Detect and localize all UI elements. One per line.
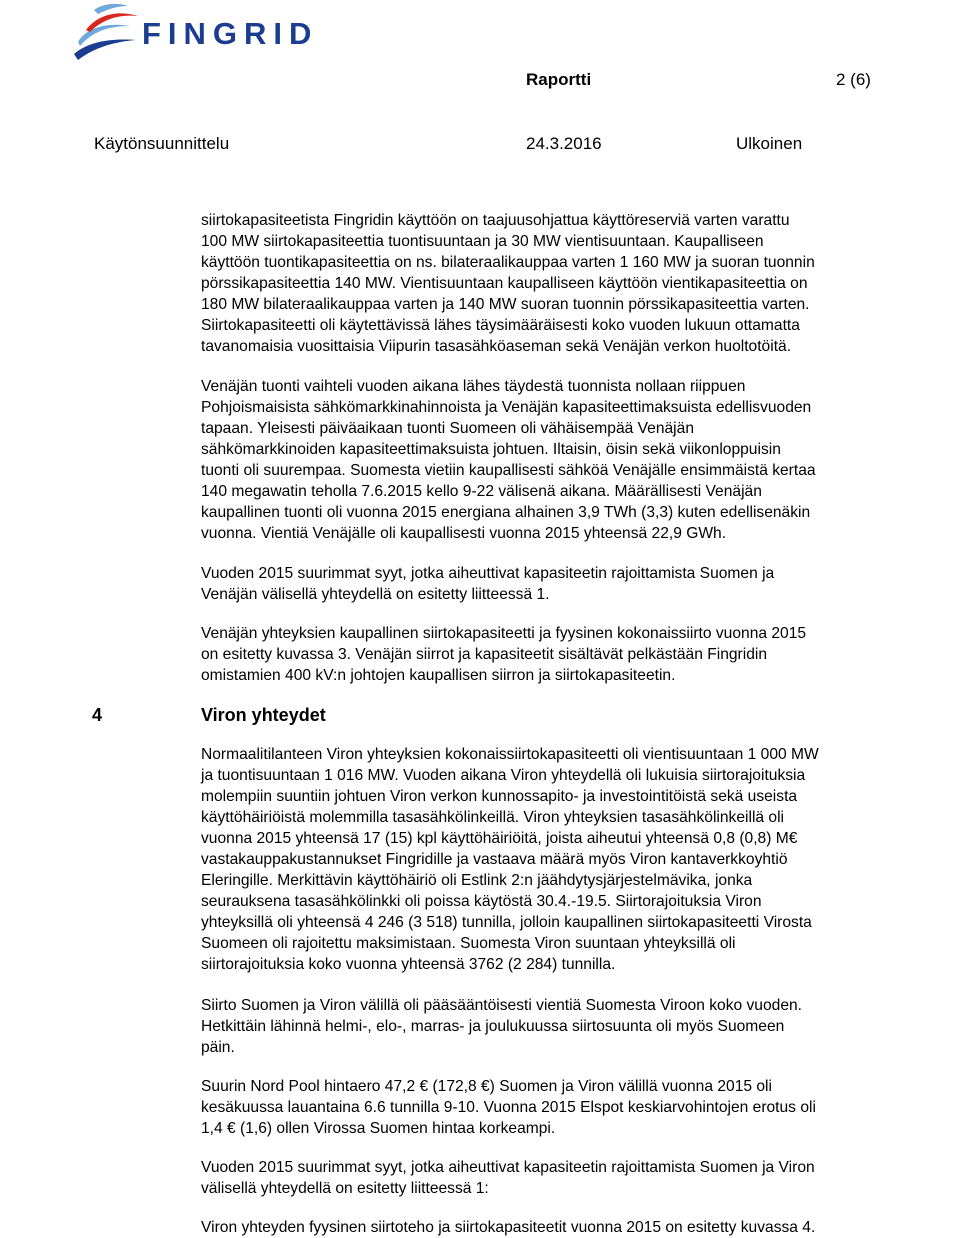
text-line: käyttöhäiriöistä molemmilla tasasähkölinkeillä. Viron yhteyksien tasasähkölinkeillä oli (201, 809, 785, 826)
text-line: Pohjoismaisista sähkömarkkinahinnoista ja Venäjän kapasiteettimaksuista edellisvuoden (201, 399, 812, 416)
paragraph (201, 563, 931, 605)
text-line: kesäkuussa lauantaina 6.6 tunnilla 9-10. Vuonna 2015 Elspot keskiarvohintojen erotus oli (201, 1099, 816, 1116)
text-line: tuonti oli suurempaa. Suomesta vietiin kaupallisesti sähköä Venäjälle ensimmäistä kertaa (201, 462, 816, 479)
text-line: ja tuontisuuntaan 1 016 MW. Vuoden aikana Viron yhteydellä oli lukuisia siirtorajoituksia (201, 767, 806, 784)
text-line: päin. (201, 1039, 235, 1056)
text-line: Venäjän yhteyksien kaupallinen siirtokapasiteetti ja fyysinen kokonaissiirto vuonna 2015 (201, 625, 807, 642)
text-line: siirtorajoituksia koko vuonna yhteensä 3762 (2 284) tunnilla. (201, 956, 616, 973)
paragraph (201, 210, 931, 357)
department: Käytönsuunnittelu (94, 134, 230, 153)
paragraph (201, 1217, 931, 1238)
text-line: Siirto Suomen ja Viron välillä oli pääsääntöisesti vientiä Suomesta Viroon koko vuoden. (201, 997, 802, 1014)
fingrid-emblem-icon (72, 2, 142, 66)
classification: Ulkoinen (736, 134, 803, 153)
text-line: Vuoden 2015 suurimmat syyt, jotka aiheuttivat kapasiteetin rajoittamista Suomen ja Viron (201, 1159, 815, 1176)
text-line: Siirtokapasiteetti oli käytettävissä lähes täysimääräisesti koko vuoden lukuun ottamatta (201, 317, 800, 334)
section-number: 4 (92, 705, 103, 725)
text-line: molempiin suuntiin johtuen Viron verkon kunnossapito- ja investointitöistä sekä useista (201, 788, 798, 805)
paragraph (201, 1157, 931, 1199)
text-line: omistamien 400 kV:n johtojen kaupallisen siirron ja siirtokapasiteetin. (201, 667, 676, 684)
text-line: 100 MW siirtokapasiteettia tuontisuuntaan ja 30 MW vientisuuntaan. Kaupalliseen (201, 233, 764, 250)
text-line: Eleringille. Merkittävin käyttöhäiriö oli Estlink 2:n jäähdytysjärjestelmävika, jonka (201, 872, 753, 889)
text-line: sähkömarkkinoiden kapasiteettimaksuista johtuen. Iltaisin, öisin sekä viikonloppuisin (201, 441, 781, 458)
text-line: pörssikapasiteettia 140 MW. Vientisuuntaan kaupalliseen käyttöön vientikapasiteettia on (201, 275, 808, 292)
document-type: Raportti (526, 70, 592, 89)
paragraph (201, 995, 931, 1058)
paragraph (201, 623, 931, 686)
text-line: Vuoden 2015 suurimmat syyt, jotka aiheuttivat kapasiteetin rajoittamista Suomen ja (201, 565, 775, 582)
text-line: Normaalitilanteen Viron yhteyksien kokonaissiirtokapasiteetti oli vientisuuntaan 1 000 MW (201, 746, 819, 763)
text-line: seurauksena tasasähkölinkki oli poissa käytöstä 30.4.-19.5. Siirtorajoituksia Viron (201, 893, 762, 910)
text-line: Venäjän välisellä yhteydellä on esitetty liitteessä 1. (201, 586, 550, 603)
paragraph (201, 376, 931, 544)
page-number: 2 (6) (836, 70, 871, 89)
text-line: siirtokapasiteetista Fingridin käyttöön on taajuusohjattua käyttöreserviä varten varattu (201, 212, 790, 229)
text-line: välisellä yhteydellä on esitetty liitteessä 1: (201, 1180, 489, 1197)
text-line: 140 megawatin teholla 7.6.2015 kello 9-22 välisenä aikana. Määrällisesti Venäjän (201, 483, 762, 500)
text-line: Venäjän tuonti vaihteli vuoden aikana lähes täydestä tuonnista nollaan riippuen (201, 378, 746, 395)
document-date: 24.3.2016 (526, 134, 602, 153)
text-line: käyttöön tuontikapasiteettia on ns. bilateraalikauppaa varten 1 160 MW ja suoran tuonnin (201, 254, 815, 271)
text-line: vuonna. Vientiä Venäjälle oli kaupallisesti vuonna 2015 yhteensä 22,9 GWh. (201, 525, 727, 542)
section-title: Viron yhteydet (201, 705, 326, 725)
text-line: kaupallinen tuonti oli vuonna 2015 energiana alhainen 3,9 TWh (3,3) kuten edellisenäkin (201, 504, 811, 521)
text-line: vuonna 2015 yhteensä 17 (15) kpl käyttöhäiriöitä, joista aiheutui yhteensä 0,8 (0,8) M€ (201, 830, 798, 847)
text-line: Suomeen oli rajoitettu maksimistaan. Suomesta Viron suuntaan yhteyksillä oli (201, 935, 736, 952)
logo-wordmark: FINGRID (142, 16, 319, 51)
text-line: vastakauppakustannukset Fingridille ja vastaava määrä myös Viron kantaverkkoyhtiö (201, 851, 788, 868)
text-line: on esitetty kuvassa 3. Venäjän siirrot ja kapasiteetit sisältävät pelkästään Fingridin (201, 646, 768, 663)
text-line: yhteyksillä oli yhteensä 4 246 (3 518) tunnilla, jolloin kaupallinen siirtokapasiteetti Virosta (201, 914, 812, 931)
paragraph (201, 1076, 931, 1139)
text-line: tavanomaisia vuosittaisia Viipurin tasasähköaseman sekä Venäjän verkon huoltotöitä. (201, 338, 792, 355)
text-line: Suurin Nord Pool hintaero 47,2 € (172,8 €) Suomen ja Viron välillä vuonna 2015 oli (201, 1078, 772, 1095)
text-line: tapaan. Yleisesti päiväaikaan tuonti Suomeen oli vähäisempää Venäjän (201, 420, 694, 437)
text-line: 1,4 € (1,6) ollen Virossa Suomen hintaa korkeampi. (201, 1120, 556, 1137)
text-line: Viron yhteyden fyysinen siirtoteho ja siirtokapasiteetit vuonna 2015 on esitetty kuvassa 4. (201, 1219, 816, 1236)
text-line: Hetkittäin lähinnä helmi-, elo-, marras- ja joulukuussa siirtosuunta oli myös Suomeen (201, 1018, 785, 1035)
text-line: 180 MW bilateraalikauppaa varten ja 140 MW suoran tuonnin pörssikapasiteettia varten. (201, 296, 810, 313)
fingrid-logo (72, 2, 319, 66)
paragraph (201, 744, 931, 975)
